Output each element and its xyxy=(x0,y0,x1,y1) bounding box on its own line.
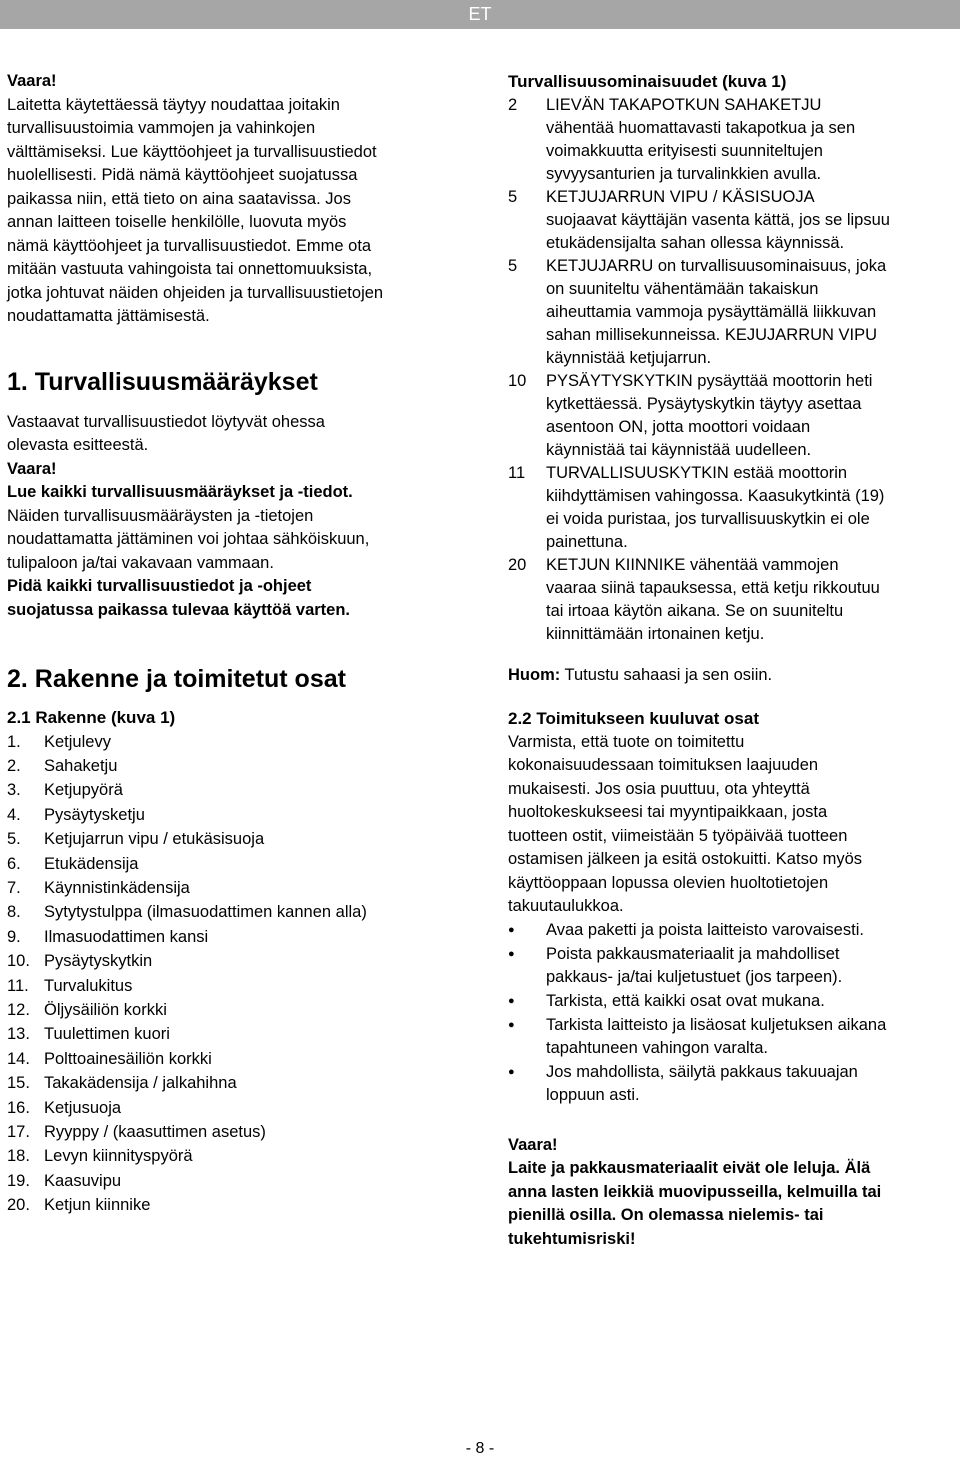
intro-line: Laitetta käytettäessä täytyy noudattaa joitakin xyxy=(7,95,340,114)
parts-list-item xyxy=(7,1047,467,1071)
parts-list-item xyxy=(7,803,467,827)
part-label: Polttoainesäiliön korkki xyxy=(44,1049,212,1068)
section22-line: mukaisesti. Jos osia puuttuu, ota yhteyttä xyxy=(508,779,810,798)
parts-list-item xyxy=(7,998,467,1022)
parts-list xyxy=(7,730,467,1218)
bullet-item xyxy=(508,1061,953,1107)
right-warning-line: Laite ja pakkausmateriaalit eivät ole leluja. Älä xyxy=(508,1159,871,1177)
feature-text xyxy=(546,94,953,186)
part-label: Ryyppy / (kaasuttimen asetus) xyxy=(44,1123,266,1141)
bullet-line: Avaa paketti ja poista laitteisto varovaisesti. xyxy=(546,920,864,939)
parts-list-item xyxy=(7,778,467,802)
intro-line: annan laitteen toiselle henkilölle, luovuta myös xyxy=(7,213,347,231)
parts-list-item xyxy=(7,1071,467,1095)
intro-line: paikassa niin, että tieto on aina saatavissa. Jos xyxy=(7,189,351,208)
bullet-item xyxy=(508,919,953,942)
feature-item xyxy=(508,94,953,186)
feature-number: 20 xyxy=(508,555,527,574)
part-number: 9. xyxy=(7,927,21,946)
section1-text2-line: tulipaloon ja/tai vakavaan vammaan. xyxy=(7,553,274,572)
feature-text xyxy=(546,255,953,370)
feature-item xyxy=(508,554,953,646)
section22-title: 2.2 Toimitukseen kuuluvat osat xyxy=(508,709,759,728)
parts-list-item xyxy=(7,754,467,778)
section22-paragraph xyxy=(508,731,953,919)
section22-line: kokonaisuudessaan toimituksen laajuuden xyxy=(508,756,819,774)
feature-line: suojaavat käyttäjän vasenta kättä, jos se lipsuu xyxy=(546,210,890,229)
bullet-line: Tarkista, että kaikki osat ovat mukana. xyxy=(546,991,825,1010)
intro-line: mitään vastuuta vahingoista tai onnettomuuksista, xyxy=(7,260,373,278)
part-label: Sytytystulppa (ilmasuodattimen kannen alla) xyxy=(44,903,367,922)
feature-number: 11 xyxy=(508,463,526,482)
bullet-line: Jos mahdollista, säilytä pakkaus takuuajan xyxy=(546,1062,858,1081)
feature-line: painettuna. xyxy=(546,532,628,551)
feature-line: etukädensijalta sahan ollessa käynnissä. xyxy=(546,233,845,252)
parts-list-item xyxy=(7,852,467,876)
bullet-text xyxy=(546,943,953,989)
part-number: 20. xyxy=(7,1196,30,1215)
part-number: 7. xyxy=(7,878,21,897)
feature-line: käynnistää tai käynnistää uudelleen. xyxy=(546,440,812,459)
language-tag: ET xyxy=(468,4,492,24)
parts-list-item xyxy=(7,876,467,900)
part-number: 2. xyxy=(7,756,21,775)
part-label: Levyn kiinnityspyörä xyxy=(44,1147,193,1166)
feature-line: kiihdyttämisen vahingossa. Kaasukytkintä (19) xyxy=(546,486,885,505)
intro-line: turvallisuustoimia vammojen ja vahinkojen xyxy=(7,119,316,137)
bullet-item xyxy=(508,990,953,1013)
section1-text2-line: noudattamatta jättäminen voi johtaa sähköiskuun, xyxy=(7,530,370,548)
feature-number: 5 xyxy=(508,187,518,206)
feature-line: tai irtoaa käytön aikana. Se on suuniteltu xyxy=(546,601,844,620)
part-label: Ilmasuodattimen kansi xyxy=(44,927,209,946)
feature-item xyxy=(508,255,953,370)
part-label: Ketjusuoja xyxy=(44,1098,122,1117)
feature-line: PYSÄYTYSKYTKIN pysäyttää moottorin heti xyxy=(546,371,873,390)
section1-warning: Vaara! xyxy=(7,459,57,478)
part-label: Ketjun kiinnike xyxy=(44,1196,151,1215)
section22-line: takuutaulukkoa. xyxy=(508,897,624,915)
feature-line: sahan millisekunneissa. KEJUJARRUN VIPU xyxy=(546,325,878,344)
bullet-text xyxy=(546,1061,953,1107)
bullet-text xyxy=(546,919,953,942)
section22-line: huoltokeskukseesi tai myyntipaikkaan, josta xyxy=(508,803,828,821)
part-number: 15. xyxy=(7,1074,30,1093)
feature-item xyxy=(508,370,953,462)
note-label: Huom: xyxy=(508,665,561,684)
section1-text2-line: Näiden turvallisuusmääräysten ja -tietojen xyxy=(7,506,314,525)
feature-line: vähentää huomattavasti takapotkua ja sen xyxy=(546,118,856,137)
feature-text xyxy=(546,462,953,554)
part-number: 19. xyxy=(7,1171,30,1190)
part-number: 4. xyxy=(7,805,21,824)
right-warning-label: Vaara! xyxy=(508,1135,558,1154)
right-warning-line: pienillä osilla. On olemassa nielemis- tai xyxy=(508,1206,824,1224)
feature-line: asentoon ON, jotta moottori voidaan xyxy=(546,417,811,436)
intro-line: noudattamatta jättämisestä. xyxy=(7,307,210,325)
section22-line: tuotteen ostit, viimeistään 5 työpäivää tuotteen xyxy=(508,826,848,845)
section22-line: Varmista, että tuote on toimitettu xyxy=(508,732,745,751)
bullet-text xyxy=(546,1014,953,1060)
feature-line: syvyysanturien ja turvalinkkien avulla. xyxy=(546,164,822,183)
parts-list-item xyxy=(7,1144,467,1168)
parts-list-item xyxy=(7,730,467,754)
part-number: 3. xyxy=(7,781,21,800)
part-number: 17. xyxy=(7,1123,30,1141)
feature-text xyxy=(546,554,953,646)
left-column xyxy=(7,70,467,1218)
feature-line: TURVALLISUUSKYTKIN estää moottorin xyxy=(546,463,848,482)
feature-line: KETJUJARRU on turvallisuusominaisuus, joka xyxy=(546,256,887,275)
part-number: 5. xyxy=(7,830,21,849)
bullet-item xyxy=(508,943,953,989)
part-label: Pysäytysketju xyxy=(44,805,145,824)
part-number: 6. xyxy=(7,854,21,873)
parts-list-item xyxy=(7,1120,467,1144)
feature-line: voimakkuutta erityisesti suunniteltujen xyxy=(546,141,823,160)
bullet-dot-icon: ● xyxy=(508,923,515,936)
parts-list-item xyxy=(7,1193,467,1217)
intro-line: huolellisesti. Pidä nämä käyttöohjeet suojatussa xyxy=(7,166,358,184)
section1-text-line: olevasta esitteestä. xyxy=(7,436,149,454)
section22-line: ostamisen jälkeen ja esitä ostokuitti. Katso myös xyxy=(508,850,863,868)
parts-list-item xyxy=(7,925,467,949)
part-label: Turvalukitus xyxy=(44,976,133,995)
parts-list-item xyxy=(7,1096,467,1120)
feature-item xyxy=(508,186,953,255)
page-number: - 8 - xyxy=(465,1440,495,1457)
right-warning-line: anna lasten leikkiä muovipusseilla, kelmuilla tai xyxy=(508,1182,882,1201)
intro-paragraph xyxy=(7,94,467,329)
feature-line: KETJUJARRUN VIPU / KÄSISUOJA xyxy=(546,187,815,206)
feature-line: kytkettäessä. Pysäytyskytkin täytyy asettaa xyxy=(546,394,862,413)
part-label: Etukädensija xyxy=(44,854,139,873)
section2-title: 2. Rakenne ja toimitetut osat xyxy=(7,665,346,693)
part-label: Öljysäiliön korkki xyxy=(44,1000,167,1019)
section21-title: 2.1 Rakenne (kuva 1) xyxy=(7,708,176,727)
feature-line: vaaraa siinä tapauksessa, että ketju rikkoutuu xyxy=(546,578,880,597)
section1-title: 1. Turvallisuusmääräykset xyxy=(7,367,318,396)
bullet-dot-icon: ● xyxy=(508,1065,515,1078)
section22-line: käyttöoppaan lopussa olevien huoltotietojen xyxy=(508,873,829,892)
feature-line: KETJUN KIINNIKE vähentää vammojen xyxy=(546,555,839,574)
warning-label: Vaara! xyxy=(7,72,57,90)
bullet-line: Poista pakkausmateriaalit ja mahdolliset xyxy=(546,944,840,963)
feature-line: LIEVÄN TAKAPOTKUN SAHAKETJU xyxy=(546,95,822,114)
parts-list-item xyxy=(7,900,467,924)
part-number: 1. xyxy=(7,732,21,751)
part-number: 10. xyxy=(7,952,30,971)
section1-bold-line: Lue kaikki turvallisuusmääräykset ja -tiedot. xyxy=(7,483,353,501)
feature-line: on suuniteltu vähentämään takaiskun xyxy=(546,279,819,298)
part-number: 16. xyxy=(7,1098,30,1117)
bullet-line: Tarkista laitteisto ja lisäosat kuljetuksen aikana xyxy=(546,1015,887,1034)
part-number: 12. xyxy=(7,1000,30,1019)
part-number: 8. xyxy=(7,903,21,922)
feature-line: ei voida puristaa, jos turvallisuuskytkin ei ole xyxy=(546,509,870,528)
parts-list-item xyxy=(7,974,467,998)
features-list xyxy=(508,94,953,646)
features-title: Turvallisuusominaisuudet (kuva 1) xyxy=(508,72,787,91)
intro-line: välttämiseksi. Lue käyttöohjeet ja turvallisuustiedot xyxy=(7,142,377,161)
feature-number: 10 xyxy=(508,371,527,390)
right-warning-line: tukehtumisriski! xyxy=(508,1229,636,1248)
bullet-text xyxy=(546,990,953,1013)
bullet-item xyxy=(508,1014,953,1060)
feature-line: aiheuttamia vammoja pysäyttämällä liikkuvan xyxy=(546,302,877,321)
section1-bold2-line: suojatussa paikassa tulevaa käyttöä varten. xyxy=(7,600,351,619)
part-label: Sahaketju xyxy=(44,756,118,775)
bullet-dot-icon: ● xyxy=(508,1018,515,1031)
parts-list-item xyxy=(7,949,467,973)
section1-text-line: Vastaavat turvallisuustiedot löytyvät ohessa xyxy=(7,412,325,431)
language-tab xyxy=(0,0,960,29)
bullet-line: pakkaus- ja/tai kuljetustuet (jos tarpeen). xyxy=(546,967,843,986)
part-number: 14. xyxy=(7,1049,30,1068)
feature-item xyxy=(508,462,953,554)
part-label: Käynnistinkädensija xyxy=(44,878,190,897)
feature-text xyxy=(546,370,953,462)
part-number: 13. xyxy=(7,1025,30,1044)
feature-text xyxy=(546,186,953,255)
parts-list-item xyxy=(7,1022,467,1046)
feature-number: 2 xyxy=(508,95,518,114)
intro-line: jotka johtuvat näiden ohjeiden ja turvallisuustietojen xyxy=(7,283,384,302)
part-label: Tuulettimen kuori xyxy=(44,1025,170,1044)
part-label: Ketjujarrun vipu / etukäsisuoja xyxy=(44,830,265,849)
intro-line: nämä käyttöohjeet ja turvallisuustiedot. Emme ota xyxy=(7,236,372,255)
note-text: Tutustu sahaasi ja sen osiin. xyxy=(560,665,773,684)
section1-bold2-line: Pidä kaikki turvallisuustiedot ja -ohjeet xyxy=(7,577,312,595)
parts-list-item xyxy=(7,827,467,851)
note xyxy=(508,664,953,688)
bullet-dot-icon: ● xyxy=(508,994,515,1007)
bullet-line: loppuun asti. xyxy=(546,1085,640,1104)
bullet-list xyxy=(508,919,953,1107)
part-label: Kaasuvipu xyxy=(44,1171,122,1190)
bullet-dot-icon: ● xyxy=(508,947,515,960)
part-number: 11. xyxy=(7,976,29,995)
parts-list-item xyxy=(7,1169,467,1193)
part-label: Pysäytyskytkin xyxy=(44,952,153,971)
feature-line: kiinnittämään irtonainen ketju. xyxy=(546,624,765,643)
feature-line: käynnistää ketjujarrun. xyxy=(546,348,712,367)
part-label: Takakädensija / jalkahihna xyxy=(44,1074,237,1093)
part-label: Ketjulevy xyxy=(44,732,111,751)
part-number: 18. xyxy=(7,1147,30,1166)
bullet-line: tapahtuneen vahingon varalta. xyxy=(546,1038,769,1057)
part-label: Ketjupyörä xyxy=(44,781,123,800)
right-column xyxy=(508,70,953,1251)
feature-number: 5 xyxy=(508,256,518,275)
